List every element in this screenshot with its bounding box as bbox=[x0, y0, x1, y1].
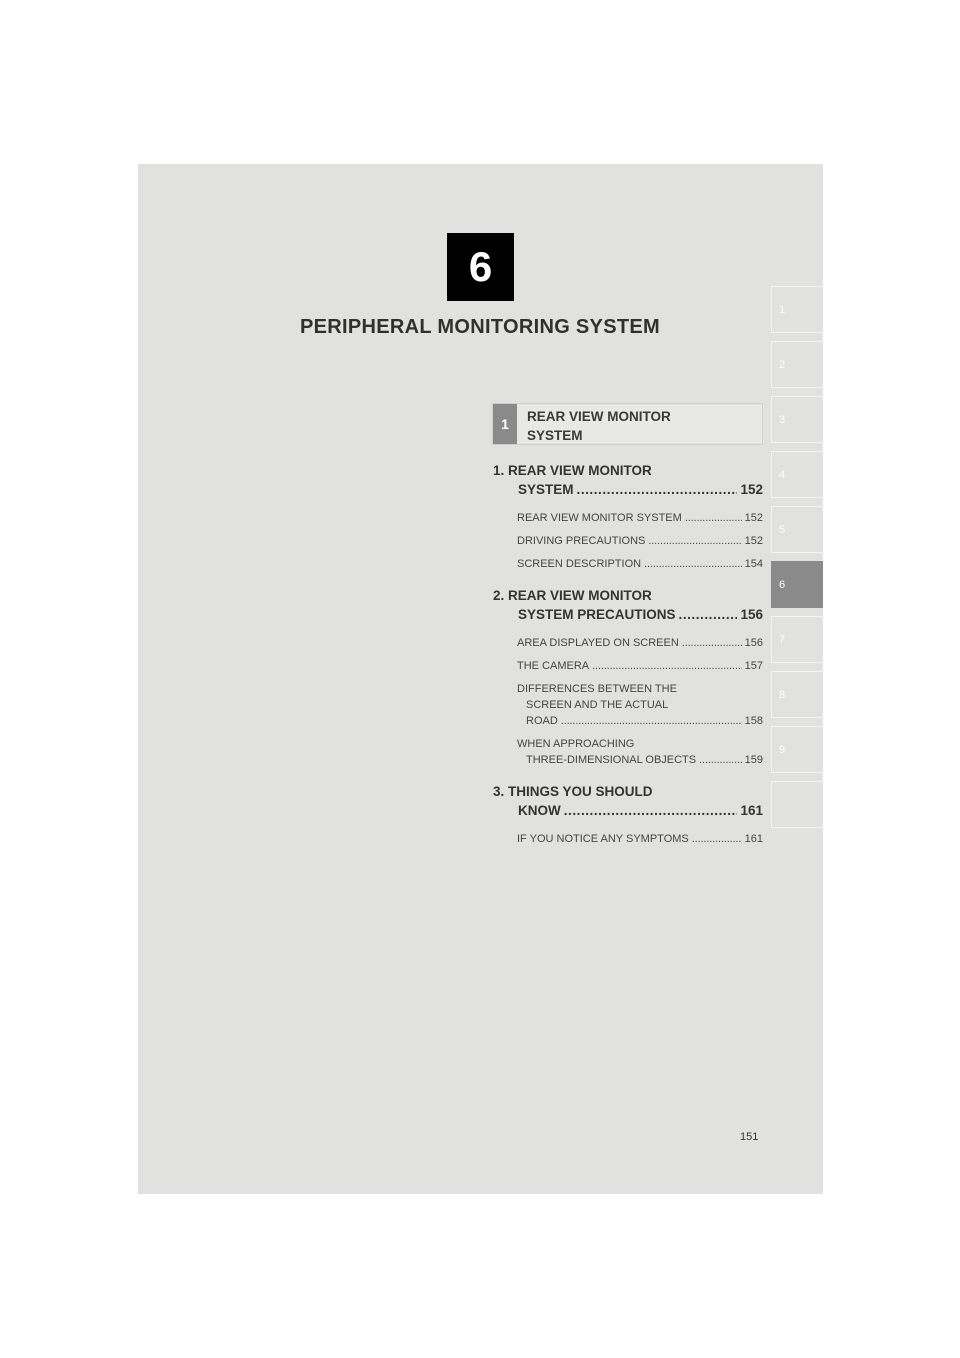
toc-subentry-page: 154 bbox=[744, 558, 763, 570]
tab-8[interactable]: 8 bbox=[771, 671, 823, 718]
tab-3[interactable]: 3 bbox=[771, 396, 823, 443]
leader-dots bbox=[561, 713, 742, 729]
toc-entry-page: 161 bbox=[740, 803, 763, 818]
toc-subentry-label: IF YOU NOTICE ANY SYMPTOMS bbox=[517, 833, 689, 845]
toc-entry-page: 156 bbox=[740, 607, 763, 622]
toc-subentry[interactable] bbox=[493, 658, 763, 674]
toc-subentry-page: 161 bbox=[744, 833, 763, 845]
tab-6[interactable]: 6 bbox=[771, 561, 823, 608]
leader-dots bbox=[577, 480, 738, 499]
leader-dots bbox=[648, 533, 741, 549]
tab-4[interactable]: 4 bbox=[771, 451, 823, 498]
toc-subentry-label: ROAD bbox=[526, 715, 558, 727]
toc-entry-title-cont: SYSTEM PRECAUTIONS bbox=[518, 607, 676, 622]
toc-subentry-page: 152 bbox=[744, 512, 763, 524]
tab-7[interactable]: 7 bbox=[771, 616, 823, 663]
tab-2[interactable]: 2 bbox=[771, 341, 823, 388]
leader-dots bbox=[682, 635, 742, 651]
toc-subentry-line2: SCREEN AND THE ACTUAL bbox=[526, 699, 669, 711]
page-number: 151 bbox=[740, 1131, 759, 1143]
toc-subentry[interactable] bbox=[493, 533, 763, 549]
toc-group-1 bbox=[493, 461, 763, 572]
toc-group-3 bbox=[493, 782, 763, 847]
section-title-line1: REAR VIEW MONITOR bbox=[527, 409, 671, 424]
toc-entry-page: 152 bbox=[740, 482, 763, 497]
toc-entry-2[interactable] bbox=[493, 586, 763, 624]
tab-1[interactable]: 1 bbox=[771, 286, 823, 333]
toc-subentry[interactable] bbox=[493, 681, 763, 729]
toc-entry-title-cont: SYSTEM bbox=[518, 482, 574, 497]
toc-subentry-label: THE CAMERA bbox=[517, 660, 590, 672]
toc-subentry[interactable] bbox=[493, 510, 763, 526]
section-number: 1 bbox=[493, 404, 517, 444]
leader-dots bbox=[692, 831, 742, 847]
chapter-number-box: 6 bbox=[447, 233, 514, 301]
toc-subentry[interactable] bbox=[493, 556, 763, 572]
chapter-tabs bbox=[771, 286, 823, 836]
toc-entry-title: 2. REAR VIEW MONITOR bbox=[493, 588, 652, 603]
section-title bbox=[527, 407, 757, 445]
toc-subentry-label: THREE-DIMENSIONAL OBJECTS bbox=[526, 754, 697, 766]
leader-dots bbox=[685, 510, 742, 526]
toc-subentry-line1: WHEN APPROACHING bbox=[517, 738, 635, 750]
toc-subentry-page: 159 bbox=[744, 754, 763, 766]
tab-10[interactable] bbox=[771, 781, 823, 828]
table-of-contents bbox=[493, 461, 763, 861]
toc-subentry-line1: DIFFERENCES BETWEEN THE bbox=[517, 683, 677, 695]
toc-subentry[interactable] bbox=[493, 736, 763, 768]
toc-subentry-page: 152 bbox=[744, 535, 763, 547]
toc-subentry-page: 157 bbox=[744, 660, 763, 672]
toc-entry-3[interactable] bbox=[493, 782, 763, 820]
toc-entry-title: 1. REAR VIEW MONITOR bbox=[493, 463, 652, 478]
toc-subentry-page: 156 bbox=[744, 637, 763, 649]
toc-entry-1[interactable] bbox=[493, 461, 763, 499]
toc-subentry-label: SCREEN DESCRIPTION bbox=[517, 558, 642, 570]
toc-subentry-page: 158 bbox=[744, 715, 763, 727]
toc-subentry[interactable] bbox=[493, 831, 763, 847]
toc-entry-title: 3. THINGS YOU SHOULD bbox=[493, 784, 653, 799]
section-title-line2: SYSTEM bbox=[527, 428, 583, 443]
toc-subentry-label: DRIVING PRECAUTIONS bbox=[517, 535, 646, 547]
tab-5[interactable]: 5 bbox=[771, 506, 823, 553]
leader-dots bbox=[564, 801, 738, 820]
tab-9[interactable]: 9 bbox=[771, 726, 823, 773]
toc-subentry-label: AREA DISPLAYED ON SCREEN bbox=[517, 637, 679, 649]
leader-dots bbox=[699, 752, 742, 768]
leader-dots bbox=[592, 658, 742, 674]
chapter-title: PERIPHERAL MONITORING SYSTEM bbox=[300, 316, 660, 338]
leader-dots bbox=[679, 605, 738, 624]
toc-entry-title-cont: KNOW bbox=[518, 803, 561, 818]
toc-subentry[interactable] bbox=[493, 635, 763, 651]
leader-dots bbox=[644, 556, 742, 572]
section-header bbox=[492, 403, 763, 445]
toc-group-2 bbox=[493, 586, 763, 768]
toc-subentry-label: REAR VIEW MONITOR SYSTEM bbox=[517, 512, 682, 524]
